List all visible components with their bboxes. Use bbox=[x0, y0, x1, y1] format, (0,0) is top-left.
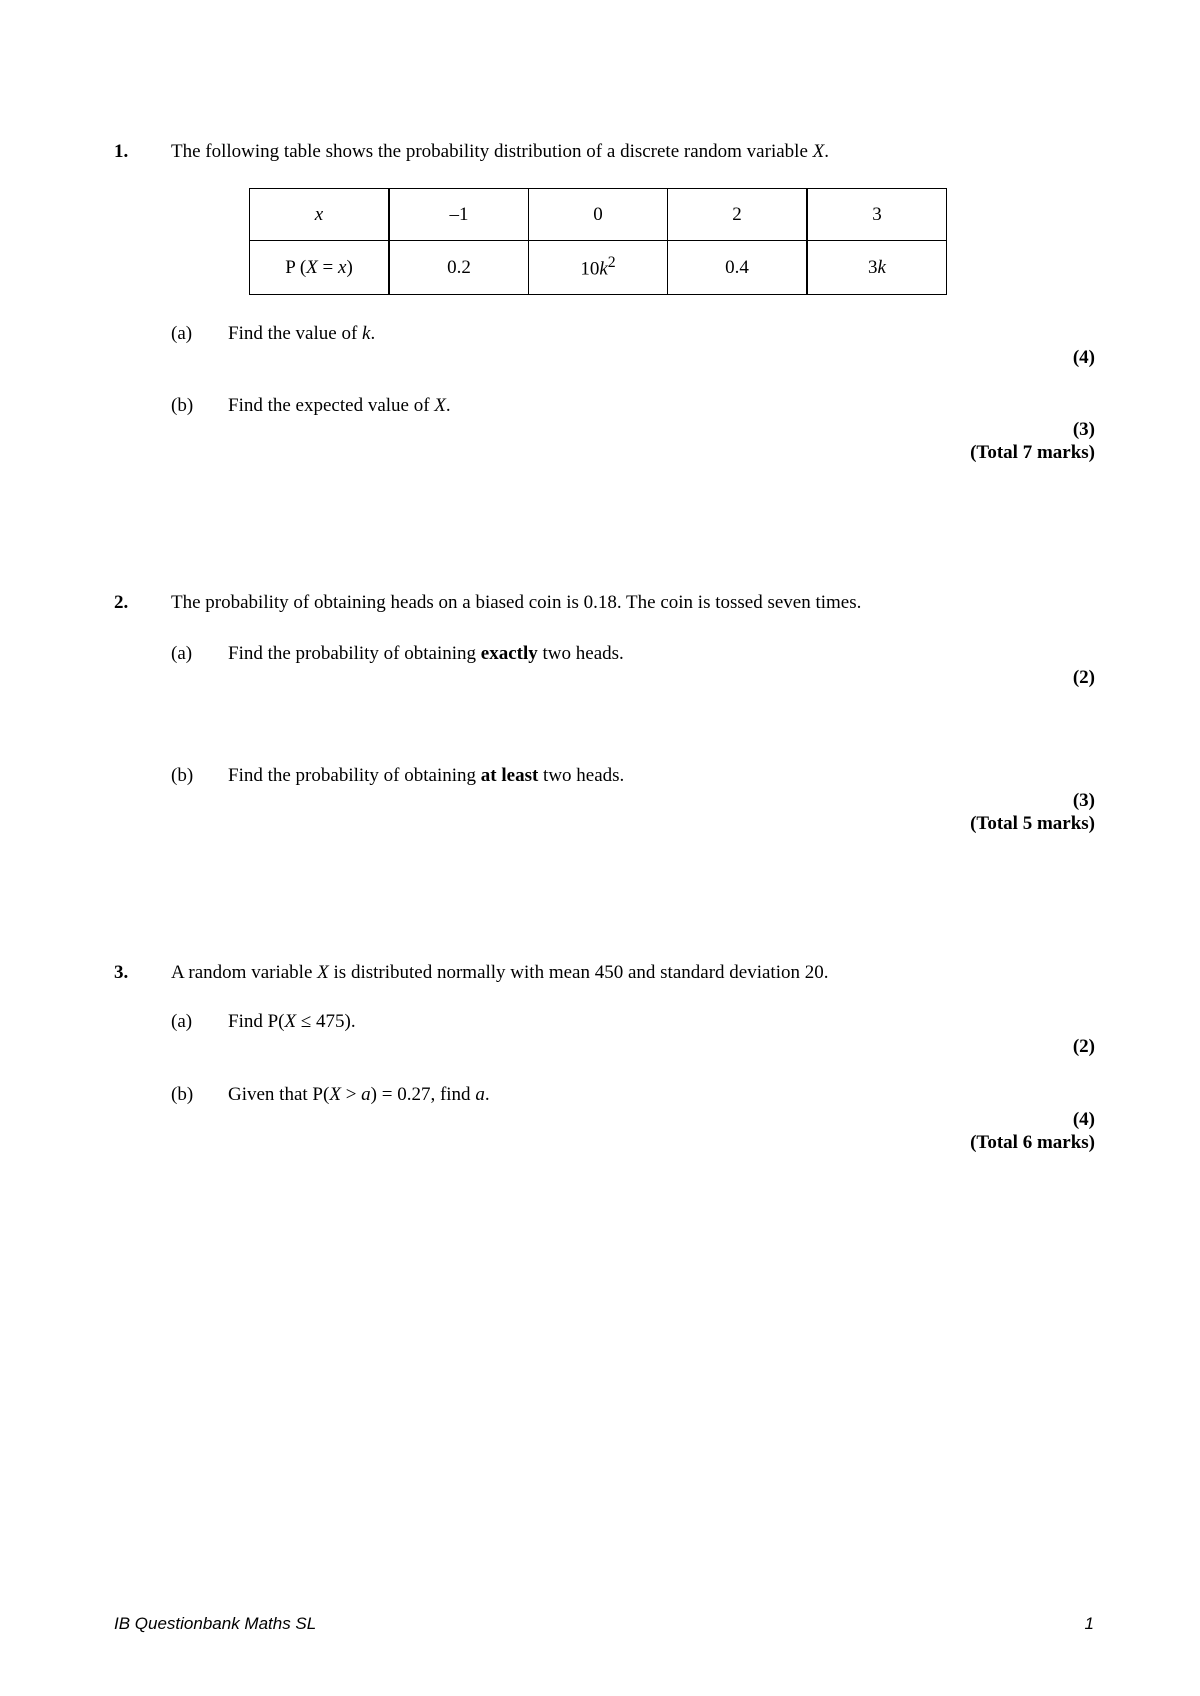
question-3-total-marks: (Total 6 marks) bbox=[970, 1132, 1095, 1153]
question-2a-text: Find the probability of obtaining exactly two heads. bbox=[228, 643, 624, 664]
table-cell: 0.4 bbox=[668, 241, 808, 295]
question-3-stem: A random variable X is distributed normally with mean 450 and standard deviation 20. bbox=[171, 962, 829, 983]
question-2a-label: (a) bbox=[171, 643, 193, 664]
table-cell: 3k bbox=[807, 241, 947, 295]
question-3a-text: Find P(X ≤ 475). bbox=[228, 1011, 356, 1032]
probability-distribution-table bbox=[249, 188, 947, 295]
table-row bbox=[250, 241, 947, 295]
table-row bbox=[250, 189, 947, 241]
question-2-stem: The probability of obtaining heads on a biased coin is 0.18. The coin is tossed seven times. bbox=[171, 592, 862, 613]
table-cell-probability-header: P (X = x) bbox=[250, 241, 390, 295]
question-3b-text: Given that P(X > a) = 0.27, find a. bbox=[228, 1084, 490, 1105]
question-3a-label: (a) bbox=[171, 1011, 193, 1032]
question-1-total-marks: (Total 7 marks) bbox=[970, 442, 1095, 463]
question-1b-marks: (3) bbox=[1072, 419, 1095, 440]
question-3a-marks: (2) bbox=[1072, 1036, 1095, 1057]
question-3b-marks: (4) bbox=[1072, 1109, 1095, 1130]
question-1b-label: (b) bbox=[171, 395, 194, 416]
question-1a-text: Find the value of k. bbox=[228, 323, 376, 344]
question-2b-text: Find the probability of obtaining at least two heads. bbox=[228, 765, 625, 786]
question-3-number: 3. bbox=[114, 962, 129, 983]
footer-source: IB Questionbank Maths SL bbox=[114, 1614, 317, 1633]
question-1b-text: Find the expected value of X. bbox=[228, 395, 451, 416]
table-cell: 0 bbox=[529, 189, 668, 241]
question-2b-marks: (3) bbox=[1072, 790, 1095, 811]
question-3b-label: (b) bbox=[171, 1084, 194, 1105]
question-2b-label: (b) bbox=[171, 765, 194, 786]
question-1a-marks: (4) bbox=[1072, 347, 1095, 368]
question-2-total-marks: (Total 5 marks) bbox=[970, 813, 1095, 834]
table-cell: 0.2 bbox=[389, 241, 529, 295]
question-2-number: 2. bbox=[114, 592, 129, 613]
question-2a-marks: (2) bbox=[1072, 667, 1095, 688]
table-cell: 2 bbox=[668, 189, 808, 241]
question-1a-label: (a) bbox=[171, 323, 193, 344]
question-1-stem: The following table shows the probability distribution of a discrete random variable X. bbox=[171, 141, 829, 162]
table-cell: $10k^2$ bbox=[529, 241, 668, 295]
page-number: 1 bbox=[1084, 1614, 1094, 1633]
table-cell-x-header: x bbox=[250, 189, 390, 241]
question-1-number: 1. bbox=[114, 141, 129, 162]
table-cell: –1 bbox=[389, 189, 529, 241]
table-cell: 3 bbox=[807, 189, 947, 241]
